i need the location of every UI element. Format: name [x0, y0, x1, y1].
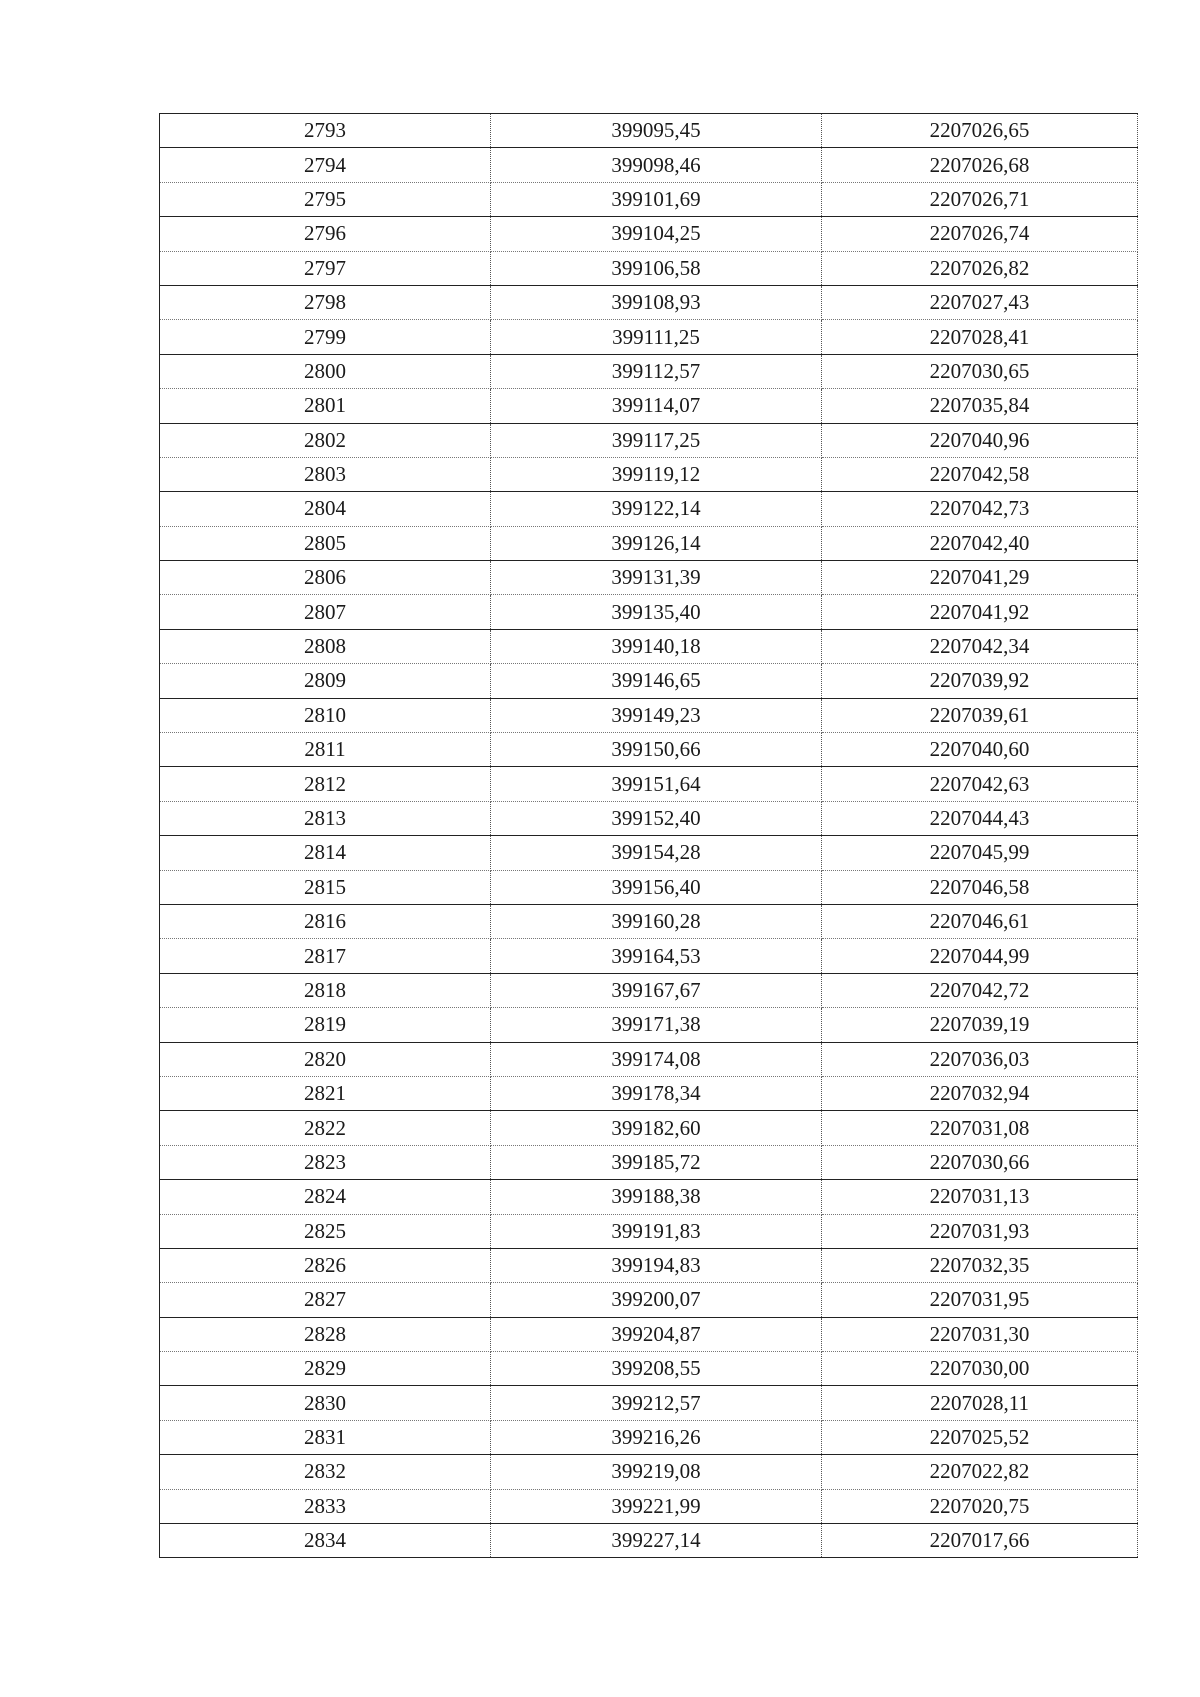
table-row [160, 767, 1138, 801]
y-coordinate-cell: 2207031,30 [822, 1317, 1138, 1351]
x-coordinate-cell: 399095,45 [491, 114, 822, 148]
point-number-cell: 2823 [160, 1145, 491, 1179]
table-row [160, 1420, 1138, 1454]
y-coordinate-cell: 2207028,11 [822, 1386, 1138, 1420]
x-coordinate-cell: 399122,14 [491, 492, 822, 526]
point-number-cell: 2809 [160, 664, 491, 698]
y-coordinate-cell: 2207039,19 [822, 1008, 1138, 1042]
x-coordinate-cell: 399152,40 [491, 801, 822, 835]
y-coordinate-cell: 2207032,35 [822, 1248, 1138, 1282]
x-coordinate-cell: 399151,64 [491, 767, 822, 801]
y-coordinate-cell: 2207026,68 [822, 148, 1138, 182]
point-number-cell: 2811 [160, 733, 491, 767]
x-coordinate-cell: 399111,25 [491, 320, 822, 354]
table-row [160, 664, 1138, 698]
table-row [160, 629, 1138, 663]
y-coordinate-cell: 2207026,74 [822, 217, 1138, 251]
point-number-cell: 2824 [160, 1180, 491, 1214]
point-number-cell: 2813 [160, 801, 491, 835]
y-coordinate-cell: 2207022,82 [822, 1455, 1138, 1489]
y-coordinate-cell: 2207036,03 [822, 1042, 1138, 1076]
point-number-cell: 2829 [160, 1352, 491, 1386]
point-number-cell: 2794 [160, 148, 491, 182]
x-coordinate-cell: 399216,26 [491, 1420, 822, 1454]
table-row [160, 1042, 1138, 1076]
point-number-cell: 2816 [160, 904, 491, 938]
point-number-cell: 2805 [160, 526, 491, 560]
table-row [160, 526, 1138, 560]
x-coordinate-cell: 399167,67 [491, 973, 822, 1007]
y-coordinate-cell: 2207046,58 [822, 870, 1138, 904]
x-coordinate-cell: 399208,55 [491, 1352, 822, 1386]
x-coordinate-cell: 399106,58 [491, 251, 822, 285]
x-coordinate-cell: 399227,14 [491, 1524, 822, 1558]
y-coordinate-cell: 2207017,66 [822, 1524, 1138, 1558]
table-row [160, 423, 1138, 457]
x-coordinate-cell: 399150,66 [491, 733, 822, 767]
y-coordinate-cell: 2207041,29 [822, 561, 1138, 595]
x-coordinate-cell: 399160,28 [491, 904, 822, 938]
point-number-cell: 2802 [160, 423, 491, 457]
y-coordinate-cell: 2207042,58 [822, 457, 1138, 491]
table-row [160, 251, 1138, 285]
x-coordinate-cell: 399156,40 [491, 870, 822, 904]
point-number-cell: 2831 [160, 1420, 491, 1454]
point-number-cell: 2822 [160, 1111, 491, 1145]
point-number-cell: 2819 [160, 1008, 491, 1042]
table-row [160, 561, 1138, 595]
point-number-cell: 2800 [160, 354, 491, 388]
x-coordinate-cell: 399174,08 [491, 1042, 822, 1076]
x-coordinate-cell: 399108,93 [491, 285, 822, 319]
point-number-cell: 2807 [160, 595, 491, 629]
y-coordinate-cell: 2207042,73 [822, 492, 1138, 526]
x-coordinate-cell: 399221,99 [491, 1489, 822, 1523]
point-number-cell: 2826 [160, 1248, 491, 1282]
point-number-cell: 2799 [160, 320, 491, 354]
table-row [160, 217, 1138, 251]
point-number-cell: 2808 [160, 629, 491, 663]
point-number-cell: 2818 [160, 973, 491, 1007]
table-row [160, 1145, 1138, 1179]
table-row [160, 182, 1138, 216]
y-coordinate-cell: 2207030,66 [822, 1145, 1138, 1179]
y-coordinate-cell: 2207031,08 [822, 1111, 1138, 1145]
coordinates-table-body [160, 114, 1138, 1558]
y-coordinate-cell: 2207039,92 [822, 664, 1138, 698]
x-coordinate-cell: 399194,83 [491, 1248, 822, 1282]
x-coordinate-cell: 399164,53 [491, 939, 822, 973]
x-coordinate-cell: 399098,46 [491, 148, 822, 182]
table-row [160, 114, 1138, 148]
y-coordinate-cell: 2207032,94 [822, 1076, 1138, 1110]
point-number-cell: 2814 [160, 836, 491, 870]
y-coordinate-cell: 2207026,65 [822, 114, 1138, 148]
y-coordinate-cell: 2207025,52 [822, 1420, 1138, 1454]
coordinates-table [159, 113, 1138, 1558]
table-row [160, 1248, 1138, 1282]
table-row [160, 939, 1138, 973]
y-coordinate-cell: 2207040,60 [822, 733, 1138, 767]
point-number-cell: 2804 [160, 492, 491, 526]
y-coordinate-cell: 2207030,00 [822, 1352, 1138, 1386]
x-coordinate-cell: 399154,28 [491, 836, 822, 870]
table-row [160, 1386, 1138, 1420]
table-row [160, 698, 1138, 732]
point-number-cell: 2810 [160, 698, 491, 732]
point-number-cell: 2795 [160, 182, 491, 216]
point-number-cell: 2801 [160, 389, 491, 423]
point-number-cell: 2806 [160, 561, 491, 595]
y-coordinate-cell: 2207040,96 [822, 423, 1138, 457]
table-row [160, 1524, 1138, 1558]
table-row [160, 595, 1138, 629]
x-coordinate-cell: 399135,40 [491, 595, 822, 629]
point-number-cell: 2793 [160, 114, 491, 148]
point-number-cell: 2798 [160, 285, 491, 319]
x-coordinate-cell: 399140,18 [491, 629, 822, 663]
table-row [160, 1317, 1138, 1351]
x-coordinate-cell: 399149,23 [491, 698, 822, 732]
point-number-cell: 2820 [160, 1042, 491, 1076]
y-coordinate-cell: 2207039,61 [822, 698, 1138, 732]
table-row [160, 801, 1138, 835]
table-row [160, 1489, 1138, 1523]
y-coordinate-cell: 2207042,34 [822, 629, 1138, 663]
y-coordinate-cell: 2207042,63 [822, 767, 1138, 801]
x-coordinate-cell: 399101,69 [491, 182, 822, 216]
y-coordinate-cell: 2207020,75 [822, 1489, 1138, 1523]
x-coordinate-cell: 399114,07 [491, 389, 822, 423]
point-number-cell: 2812 [160, 767, 491, 801]
table-row [160, 492, 1138, 526]
y-coordinate-cell: 2207046,61 [822, 904, 1138, 938]
table-row [160, 148, 1138, 182]
table-row [160, 1214, 1138, 1248]
x-coordinate-cell: 399219,08 [491, 1455, 822, 1489]
table-row [160, 1455, 1138, 1489]
y-coordinate-cell: 2207045,99 [822, 836, 1138, 870]
y-coordinate-cell: 2207026,71 [822, 182, 1138, 216]
point-number-cell: 2815 [160, 870, 491, 904]
table-row [160, 1352, 1138, 1386]
x-coordinate-cell: 399191,83 [491, 1214, 822, 1248]
x-coordinate-cell: 399185,72 [491, 1145, 822, 1179]
point-number-cell: 2817 [160, 939, 491, 973]
x-coordinate-cell: 399182,60 [491, 1111, 822, 1145]
table-row [160, 320, 1138, 354]
x-coordinate-cell: 399212,57 [491, 1386, 822, 1420]
point-number-cell: 2827 [160, 1283, 491, 1317]
y-coordinate-cell: 2207031,13 [822, 1180, 1138, 1214]
y-coordinate-cell: 2207026,82 [822, 251, 1138, 285]
x-coordinate-cell: 399131,39 [491, 561, 822, 595]
table-row [160, 1076, 1138, 1110]
x-coordinate-cell: 399204,87 [491, 1317, 822, 1351]
x-coordinate-cell: 399188,38 [491, 1180, 822, 1214]
x-coordinate-cell: 399178,34 [491, 1076, 822, 1110]
x-coordinate-cell: 399126,14 [491, 526, 822, 560]
x-coordinate-cell: 399112,57 [491, 354, 822, 388]
table-row [160, 457, 1138, 491]
point-number-cell: 2830 [160, 1386, 491, 1420]
table-row [160, 904, 1138, 938]
table-row [160, 973, 1138, 1007]
x-coordinate-cell: 399200,07 [491, 1283, 822, 1317]
table-row [160, 1180, 1138, 1214]
table-row [160, 389, 1138, 423]
point-number-cell: 2833 [160, 1489, 491, 1523]
point-number-cell: 2832 [160, 1455, 491, 1489]
point-number-cell: 2821 [160, 1076, 491, 1110]
table-row [160, 354, 1138, 388]
y-coordinate-cell: 2207031,95 [822, 1283, 1138, 1317]
x-coordinate-cell: 399146,65 [491, 664, 822, 698]
point-number-cell: 2834 [160, 1524, 491, 1558]
table-row [160, 870, 1138, 904]
point-number-cell: 2797 [160, 251, 491, 285]
x-coordinate-cell: 399117,25 [491, 423, 822, 457]
y-coordinate-cell: 2207042,72 [822, 973, 1138, 1007]
table-row [160, 836, 1138, 870]
x-coordinate-cell: 399171,38 [491, 1008, 822, 1042]
x-coordinate-cell: 399119,12 [491, 457, 822, 491]
table-row [160, 1111, 1138, 1145]
y-coordinate-cell: 2207031,93 [822, 1214, 1138, 1248]
x-coordinate-cell: 399104,25 [491, 217, 822, 251]
y-coordinate-cell: 2207027,43 [822, 285, 1138, 319]
point-number-cell: 2828 [160, 1317, 491, 1351]
point-number-cell: 2825 [160, 1214, 491, 1248]
y-coordinate-cell: 2207044,99 [822, 939, 1138, 973]
y-coordinate-cell: 2207044,43 [822, 801, 1138, 835]
y-coordinate-cell: 2207041,92 [822, 595, 1138, 629]
table-row [160, 1283, 1138, 1317]
y-coordinate-cell: 2207042,40 [822, 526, 1138, 560]
point-number-cell: 2796 [160, 217, 491, 251]
table-row [160, 733, 1138, 767]
y-coordinate-cell: 2207028,41 [822, 320, 1138, 354]
table-row [160, 1008, 1138, 1042]
point-number-cell: 2803 [160, 457, 491, 491]
table-row [160, 285, 1138, 319]
y-coordinate-cell: 2207035,84 [822, 389, 1138, 423]
y-coordinate-cell: 2207030,65 [822, 354, 1138, 388]
